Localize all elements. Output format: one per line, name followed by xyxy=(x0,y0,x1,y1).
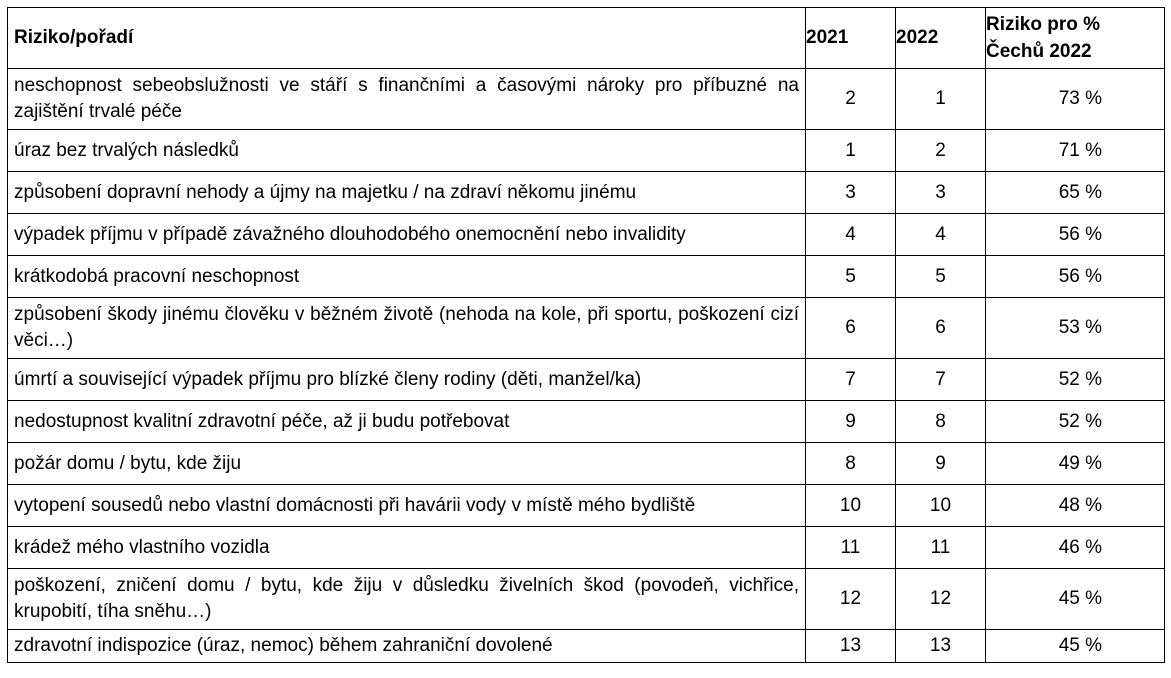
percent-cell: 56 % xyxy=(986,256,1165,298)
rank-2022-cell: 13 xyxy=(896,630,986,663)
header-2021: 2021 xyxy=(806,8,896,69)
risk-cell: požár domu / bytu, kde žiju xyxy=(8,443,806,485)
risk-cell: způsobení dopravní nehody a újmy na majetku / na zdraví někomu jinému xyxy=(8,172,806,214)
risk-cell: krádež mého vlastního vozidla xyxy=(8,527,806,569)
rank-2022-cell: 7 xyxy=(896,359,986,401)
percent-cell: 71 % xyxy=(986,130,1165,172)
risk-cell: úraz bez trvalých následků xyxy=(8,130,806,172)
rank-2021-cell: 10 xyxy=(806,485,896,527)
table-row xyxy=(8,298,1165,359)
risk-cell: způsobení škody jinému člověku v běžném životě (nehoda na kole, při sportu, poškození cizí věci…) xyxy=(8,298,806,359)
rank-2022-cell: 5 xyxy=(896,256,986,298)
percent-cell: 48 % xyxy=(986,485,1165,527)
percent-cell: 45 % xyxy=(986,630,1165,663)
table-row xyxy=(8,130,1165,172)
table-row xyxy=(8,569,1165,630)
table-row xyxy=(8,214,1165,256)
rank-2021-cell: 11 xyxy=(806,527,896,569)
risk-cell: zdravotní indispozice (úraz, nemoc) během zahraniční dovolené xyxy=(8,630,806,663)
rank-2021-cell: 2 xyxy=(806,69,896,130)
risk-cell: vytopení sousedů nebo vlastní domácnosti při havárii vody v místě mého bydliště xyxy=(8,485,806,527)
table-row xyxy=(8,256,1165,298)
rank-2022-cell: 2 xyxy=(896,130,986,172)
rank-2021-cell: 12 xyxy=(806,569,896,630)
header-risk: Riziko/pořadí xyxy=(8,8,806,69)
rank-2021-cell: 5 xyxy=(806,256,896,298)
rank-2022-cell: 3 xyxy=(896,172,986,214)
rank-2022-cell: 1 xyxy=(896,69,986,130)
percent-cell: 46 % xyxy=(986,527,1165,569)
table-row xyxy=(8,630,1165,663)
table-row xyxy=(8,527,1165,569)
header-2022: 2022 xyxy=(896,8,986,69)
table-row xyxy=(8,172,1165,214)
rank-2021-cell: 1 xyxy=(806,130,896,172)
risk-ranking-table xyxy=(7,7,1165,663)
header-risk-percent xyxy=(986,8,1165,69)
table-row xyxy=(8,443,1165,485)
percent-cell: 45 % xyxy=(986,569,1165,630)
risk-cell: poškození, zničení domu / bytu, kde žiju v důsledku živelních škod (povodeň, vichřice, krupobití, tíha sněhu…) xyxy=(8,569,806,630)
risk-cell: nedostupnost kvalitní zdravotní péče, až ji budu potřebovat xyxy=(8,401,806,443)
risk-cell: úmrtí a související výpadek příjmu pro blízké členy rodiny (děti, manžel/ka) xyxy=(8,359,806,401)
risk-cell: neschopnost sebeobslužnosti ve stáří s finančními a časovými nároky pro příbuzné na zajištění trvalé péče xyxy=(8,69,806,130)
rank-2022-cell: 11 xyxy=(896,527,986,569)
table-row xyxy=(8,485,1165,527)
rank-2022-cell: 12 xyxy=(896,569,986,630)
rank-2021-cell: 3 xyxy=(806,172,896,214)
percent-cell: 52 % xyxy=(986,359,1165,401)
header-risk-percent-line1: Riziko pro % xyxy=(986,14,1101,35)
percent-cell: 56 % xyxy=(986,214,1165,256)
percent-cell: 52 % xyxy=(986,401,1165,443)
rank-2021-cell: 13 xyxy=(806,630,896,663)
percent-cell: 65 % xyxy=(986,172,1165,214)
percent-cell: 49 % xyxy=(986,443,1165,485)
risk-cell: výpadek příjmu v případě závažného dlouhodobého onemocnění nebo invalidity xyxy=(8,214,806,256)
percent-cell: 53 % xyxy=(986,298,1165,359)
risk-cell: krátkodobá pracovní neschopnost xyxy=(8,256,806,298)
rank-2022-cell: 6 xyxy=(896,298,986,359)
rank-2021-cell: 8 xyxy=(806,443,896,485)
table-row xyxy=(8,401,1165,443)
rank-2021-cell: 7 xyxy=(806,359,896,401)
table-row xyxy=(8,69,1165,130)
rank-2022-cell: 8 xyxy=(896,401,986,443)
table-header-row xyxy=(8,8,1165,69)
percent-cell: 73 % xyxy=(986,69,1165,130)
rank-2021-cell: 6 xyxy=(806,298,896,359)
header-risk-percent-line2: Čechů 2022 xyxy=(986,41,1092,62)
rank-2021-cell: 4 xyxy=(806,214,896,256)
rank-2022-cell: 10 xyxy=(896,485,986,527)
table-row xyxy=(8,359,1165,401)
rank-2022-cell: 4 xyxy=(896,214,986,256)
rank-2021-cell: 9 xyxy=(806,401,896,443)
rank-2022-cell: 9 xyxy=(896,443,986,485)
